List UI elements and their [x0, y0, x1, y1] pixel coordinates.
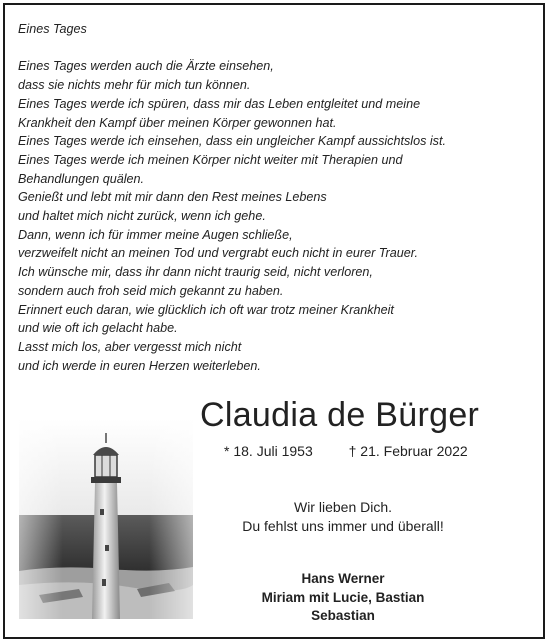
signature-line: Sebastian — [311, 608, 375, 623]
poem-line: und haltet mich nicht zurück, wenn ich gehe. — [18, 209, 266, 224]
deceased-name: Claudia de Bürger — [200, 396, 480, 434]
poem-line: dass sie nichts mehr für mich tun können. — [18, 78, 251, 93]
poem-line: Ich wünsche mir, dass ihr dann nicht traurig seid, nicht verloren, — [18, 265, 373, 280]
poem-line: Erinnert euch daran, wie glücklich ich oft war trotz meiner Krankheit — [18, 302, 394, 317]
life-dates — [224, 443, 484, 459]
poem-line: und ich werde in euren Herzen weiterleben. — [18, 358, 261, 373]
poem-line: Eines Tages werden auch die Ärzte einsehen, — [18, 59, 274, 74]
poem-title: Eines Tages — [18, 22, 87, 36]
death-date: † 21. Februar 2022 — [348, 443, 468, 459]
poem-line: Lasst mich los, aber vergesst mich nicht — [18, 339, 242, 354]
poem-line: sondern auch froh seid mich gekannt zu haben. — [18, 283, 284, 298]
signature-line: Miriam mit Lucie, Bastian — [261, 589, 425, 605]
poem-line: Dann, wenn ich für immer meine Augen schließe, — [18, 227, 293, 242]
poem-line: Eines Tages werde ich spüren, dass mir das Leben entgleitet und meine — [18, 96, 421, 111]
birth-date: * 18. Juli 1953 — [224, 443, 313, 459]
mourners-signature — [226, 570, 460, 626]
poem-line: Eines Tages werde ich meinen Körper nicht weiter mit Therapien und — [18, 152, 403, 167]
poem-line: Krankheit den Kampf über meinen Körper gewonnen hat. — [18, 115, 337, 130]
poem-line: und wie oft ich gelacht habe. — [18, 321, 178, 336]
message-line: Wir lieben Dich. — [293, 499, 393, 515]
lighthouse-icon — [19, 419, 193, 619]
poem-line: Behandlungen quälen. — [18, 171, 145, 186]
poem — [18, 20, 518, 375]
farewell-message — [226, 498, 460, 536]
poem-line: Genießt und lebt mit mir dann den Rest meines Lebens — [18, 190, 327, 205]
poem-line: verzweifelt nicht an meinen Tod und vergrabt euch nicht in eurer Trauer. — [18, 246, 418, 261]
lighthouse-photo — [19, 419, 193, 619]
message-line: Du fehlst uns immer und überall! — [242, 518, 444, 534]
signature-line: Hans Werner — [301, 571, 385, 586]
poem-line: Eines Tages werde ich einsehen, dass ein ungleicher Kampf aussichtslos ist. — [18, 134, 446, 149]
